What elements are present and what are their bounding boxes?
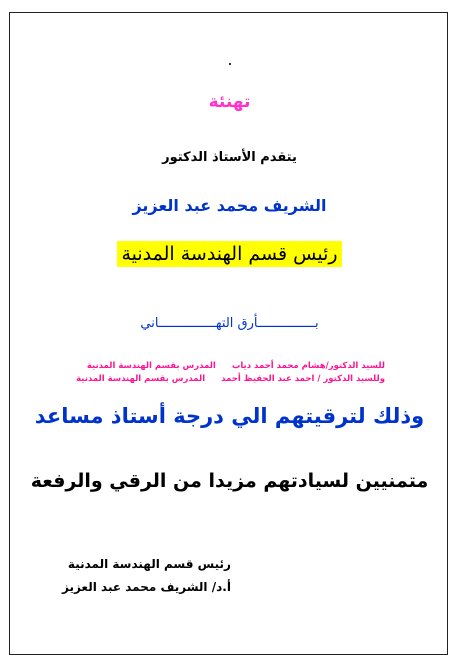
decorative-dot [229,63,231,65]
congratulations-line: بـــــــــــــــأرق التهـــــــــــــــاني [140,316,319,331]
signature-title: رئيس قسم الهندسة المدنية [67,557,231,571]
document-title: تهنئة [208,92,251,112]
honoree-row [76,373,385,386]
honoree-name: للسيد الدكتور/هشام محمد أحمد دياب [231,361,385,371]
honoree-row [76,360,385,373]
honoree-role: المدرس بقسم الهندسة المدنية [86,361,216,371]
signature-name: أ.د/ الشريف محمد عبد العزيز [62,580,231,594]
sender-position: رئيس قسم الهندسة المدنية [117,241,341,267]
sender-name: الشريف محمد عبد العزيز [132,196,327,215]
honorees-list [76,360,385,386]
honoree-role: المدرس بقسم الهندسة المدنية [76,374,206,384]
intro-line: يتقدم الأستاذ الدكتور [162,150,297,165]
signature-block [62,553,231,599]
wishes-line: متمنيين لسيادتهم مزيدا من الرقي والرفعة [30,470,429,492]
honoree-name: وللسيد الدكتور / احمد عبد الحفيظ أحمد [221,374,385,384]
promotion-line: وذلك لترقيتهم الي درجة أستاذ مساعد [34,404,425,428]
position-block [0,241,459,267]
